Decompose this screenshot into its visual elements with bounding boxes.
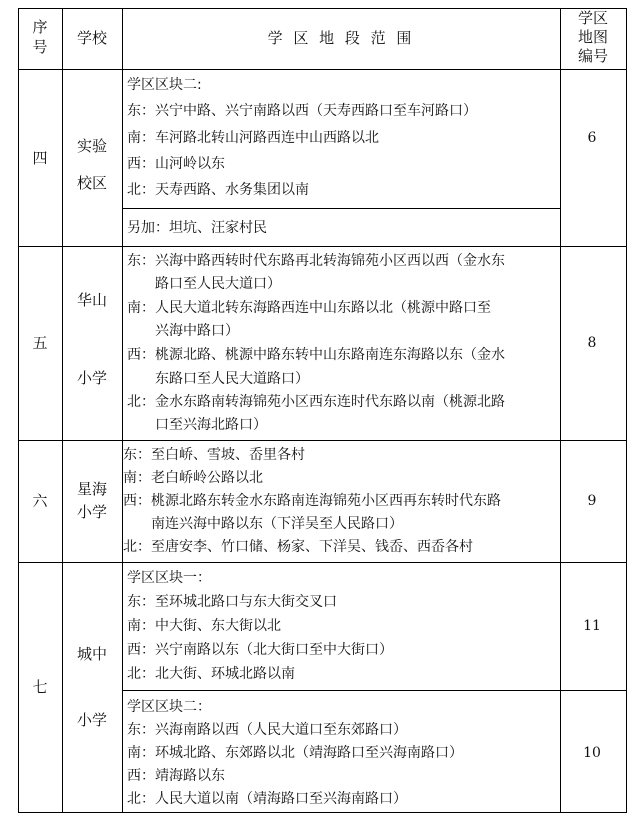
map-number: 9	[587, 493, 597, 509]
range-line: 南：中大街、东大街以北	[127, 618, 281, 634]
table-border-right	[626, 8, 627, 813]
range-line: 北：天寿西路、水务集团以南	[127, 182, 309, 198]
range-line: 兴海中路口）	[155, 323, 239, 339]
range-line: 北：北大街、环城北路以南	[127, 666, 295, 682]
range-line: 学区区块二：	[127, 699, 211, 715]
row-seq: 七	[32, 678, 48, 696]
range-line: 北：人民大道以南（靖海路口至兴海南路口）	[127, 791, 407, 807]
row-seq: 四	[32, 149, 48, 167]
school-name-line: 星海	[76, 480, 107, 498]
header-map-line: 编号	[577, 47, 608, 65]
range-line: 南：老白峤岭公路以北	[123, 470, 263, 486]
header-seq-line: 号	[32, 38, 48, 56]
map-number: 6	[587, 130, 597, 146]
range-line: 北：金水东路南转海锦苑小区西东连时代东路以南（桃源北路	[127, 394, 505, 410]
row-school	[62, 478, 122, 524]
header-map-no	[560, 9, 626, 66]
school-name-line: 小学	[76, 503, 107, 521]
range-line: 东：兴海南路以西（人民大道口至东郊路口）	[127, 722, 407, 738]
map-number: 11	[583, 618, 601, 634]
school-name-line: 城中	[76, 645, 107, 663]
table-border-top	[18, 8, 626, 9]
header-map-line: 地图	[577, 28, 608, 46]
range-line: 西：靖海路以东	[127, 768, 225, 784]
range-line: 南：人民大道北转东海路西连中山东路以北（桃源中路口至	[127, 300, 491, 316]
row-seq: 五	[32, 334, 48, 352]
range-line: 另加：坦坑、汪家村民	[127, 220, 267, 236]
map-number: 10	[583, 745, 601, 761]
range-line: 路口至人民大道口）	[155, 276, 281, 292]
range-line: 西：兴宁南路以东（北大街口至中大街口）	[127, 642, 393, 658]
range-line: 口至兴海北路口）	[155, 417, 267, 433]
header-seq-line: 序	[32, 18, 48, 36]
column-divider	[122, 8, 123, 813]
range-line: 东：至环城北路口与东大街交叉口	[127, 594, 337, 610]
map-number: 8	[587, 335, 597, 351]
row-seq: 六	[32, 492, 48, 510]
range-line: 西：桃源北路、桃源中路东转中山东路南连东海路以东（金水	[127, 347, 505, 363]
school-name-line: 小学	[76, 711, 107, 729]
table-border-bottom	[18, 812, 626, 813]
school-name-line: 实验	[76, 137, 107, 155]
header-seq	[18, 17, 62, 57]
school-name-line: 校区	[76, 174, 107, 192]
range-line: 北：至唐安李、竹口储、杨家、下洋吴、钱岙、西岙各村	[123, 539, 473, 555]
header-school: 学校	[76, 29, 107, 47]
range-line: 西：山河岭以东	[127, 156, 225, 172]
range-line: 西：桃源北路东转金水东路南连海锦苑小区西再东转时代东路	[123, 493, 501, 509]
range-line: 东：至白峤、雪坡、岙里各村	[123, 447, 305, 463]
range-line: 东路口至人民大道路口）	[155, 371, 309, 387]
range-line: 学区区块一：	[127, 570, 211, 586]
row-school	[62, 128, 122, 202]
range-line: 南：车河路北转山河路西连中山西路以北	[127, 130, 379, 146]
block-divider	[122, 208, 560, 209]
header-map-line: 学区	[577, 9, 608, 27]
row-divider	[18, 440, 626, 441]
block-divider	[122, 690, 626, 691]
range-line: 学区区块二:	[127, 77, 202, 93]
school-name-line: 华山	[76, 291, 107, 309]
range-line: 南连兴海中路以东（下洋吴至人民路口）	[151, 516, 403, 532]
row-school	[62, 290, 122, 388]
school-name-line: 小学	[76, 369, 107, 387]
header-range: 学 区 地 段 范 围	[267, 29, 415, 47]
header-divider	[18, 69, 626, 70]
range-line: 东：兴宁中路、兴宁南路以西（天寿西路口至车河路口）	[127, 103, 477, 119]
row-school	[62, 644, 122, 730]
row-divider	[18, 562, 626, 563]
row-divider	[18, 246, 626, 247]
range-line: 东：兴海中路西转时代东路再北转海锦苑小区西以西（金水东	[127, 253, 505, 269]
range-line: 南：环城北路、东郊路以北（靖海路口至兴海南路口）	[127, 745, 463, 761]
